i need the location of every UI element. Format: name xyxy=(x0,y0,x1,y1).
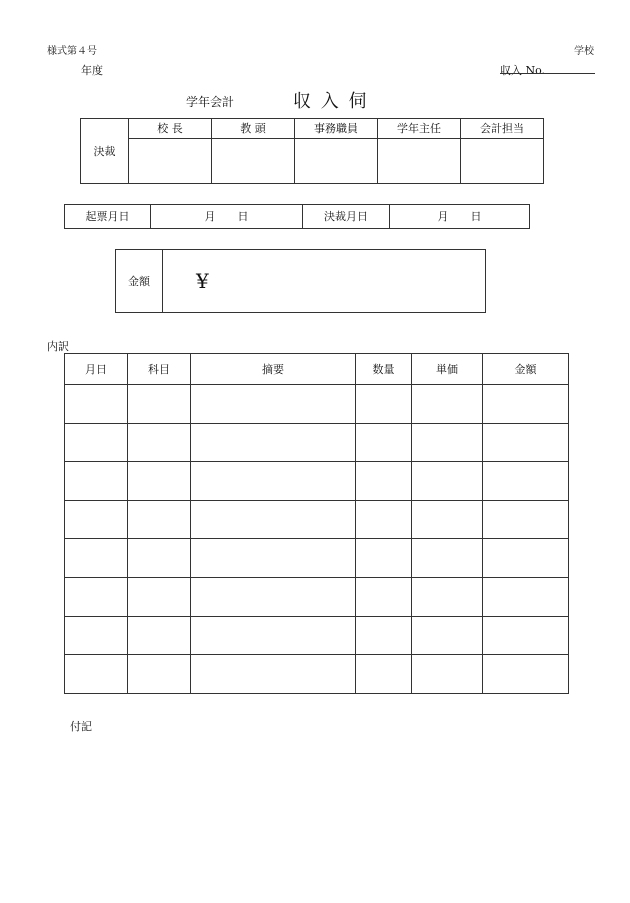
breakdown-cell-unit-price[interactable] xyxy=(412,385,483,424)
approval-header-principal: 校 長 xyxy=(129,119,212,139)
breakdown-cell-amount[interactable] xyxy=(483,616,569,655)
approval-table xyxy=(80,118,544,184)
approval-stamp-vice-principal[interactable] xyxy=(212,139,295,184)
decision-date-field[interactable]: 月 日 xyxy=(390,205,530,229)
breakdown-cell-date[interactable] xyxy=(65,655,128,694)
amount-label: 金額 xyxy=(116,250,163,313)
table-row xyxy=(65,500,569,539)
breakdown-cell-amount[interactable] xyxy=(483,500,569,539)
breakdown-cell-description[interactable] xyxy=(191,539,356,578)
approval-stamp-accountant[interactable] xyxy=(461,139,544,184)
receipt-number-label: 収入 No. xyxy=(500,64,546,77)
school-label: 学校 xyxy=(574,46,594,57)
breakdown-cell-description[interactable] xyxy=(191,500,356,539)
breakdown-cell-date[interactable] xyxy=(65,539,128,578)
breakdown-cell-unit-price[interactable] xyxy=(412,423,483,462)
breakdown-cell-unit-price[interactable] xyxy=(412,462,483,501)
issue-date-label: 起票月日 xyxy=(65,205,151,229)
breakdown-cell-description[interactable] xyxy=(191,616,356,655)
table-row xyxy=(65,462,569,501)
breakdown-cell-quantity[interactable] xyxy=(356,385,412,424)
breakdown-header-amount: 金額 xyxy=(483,354,569,385)
dates-table xyxy=(64,204,530,229)
breakdown-cell-quantity[interactable] xyxy=(356,655,412,694)
approval-row-label: 決裁 xyxy=(81,119,129,184)
breakdown-cell-amount[interactable] xyxy=(483,462,569,501)
breakdown-cell-unit-price[interactable] xyxy=(412,655,483,694)
breakdown-header-unit-price: 単価 xyxy=(412,354,483,385)
breakdown-cell-subject[interactable] xyxy=(128,616,191,655)
breakdown-cell-quantity[interactable] xyxy=(356,500,412,539)
issue-date-field[interactable]: 月 日 xyxy=(151,205,303,229)
breakdown-cell-unit-price[interactable] xyxy=(412,500,483,539)
breakdown-cell-amount[interactable] xyxy=(483,385,569,424)
breakdown-cell-quantity[interactable] xyxy=(356,577,412,616)
breakdown-cell-description[interactable] xyxy=(191,385,356,424)
breakdown-cell-description[interactable] xyxy=(191,577,356,616)
year-label: 年度 xyxy=(81,64,103,77)
breakdown-cell-subject[interactable] xyxy=(128,385,191,424)
breakdown-body xyxy=(65,385,569,694)
page-title-prefix: 学年会計 xyxy=(186,95,235,109)
breakdown-cell-date[interactable] xyxy=(65,577,128,616)
breakdown-cell-date[interactable] xyxy=(65,500,128,539)
breakdown-cell-subject[interactable] xyxy=(128,462,191,501)
breakdown-header-subject: 科目 xyxy=(128,354,191,385)
breakdown-cell-subject[interactable] xyxy=(128,577,191,616)
breakdown-cell-quantity[interactable] xyxy=(356,462,412,501)
amount-table xyxy=(115,249,486,313)
breakdown-cell-amount[interactable] xyxy=(483,577,569,616)
breakdown-cell-subject[interactable] xyxy=(128,500,191,539)
breakdown-cell-description[interactable] xyxy=(191,462,356,501)
receipt-number-underline xyxy=(500,73,595,74)
breakdown-cell-subject[interactable] xyxy=(128,539,191,578)
breakdown-cell-amount[interactable] xyxy=(483,655,569,694)
breakdown-cell-date[interactable] xyxy=(65,462,128,501)
approval-stamp-office-staff[interactable] xyxy=(295,139,378,184)
form-number: 様式第４号 xyxy=(47,46,97,57)
breakdown-header-quantity: 数量 xyxy=(356,354,412,385)
approval-stamp-principal[interactable] xyxy=(129,139,212,184)
approval-header-accountant: 会計担当 xyxy=(461,119,544,139)
receipt-number xyxy=(500,62,545,78)
table-row xyxy=(65,539,569,578)
breakdown-header-description: 摘要 xyxy=(191,354,356,385)
breakdown-cell-description[interactable] xyxy=(191,655,356,694)
breakdown-cell-subject[interactable] xyxy=(128,655,191,694)
approval-header-grade-head: 学年主任 xyxy=(378,119,461,139)
breakdown-cell-subject[interactable] xyxy=(128,423,191,462)
notes-label: 付記 xyxy=(70,720,92,733)
approval-stamp-grade-head[interactable] xyxy=(378,139,461,184)
breakdown-cell-date[interactable] xyxy=(65,385,128,424)
breakdown-cell-unit-price[interactable] xyxy=(412,539,483,578)
breakdown-cell-unit-price[interactable] xyxy=(412,616,483,655)
table-row xyxy=(65,577,569,616)
breakdown-table xyxy=(64,353,569,694)
breakdown-cell-quantity[interactable] xyxy=(356,423,412,462)
page-title: 収 入 伺 xyxy=(293,91,369,112)
breakdown-cell-quantity[interactable] xyxy=(356,539,412,578)
yen-sign: ¥ xyxy=(196,269,209,293)
breakdown-cell-unit-price[interactable] xyxy=(412,577,483,616)
table-row xyxy=(65,385,569,424)
breakdown-header-date: 月日 xyxy=(65,354,128,385)
table-row xyxy=(65,616,569,655)
breakdown-cell-amount[interactable] xyxy=(483,423,569,462)
breakdown-cell-quantity[interactable] xyxy=(356,616,412,655)
breakdown-cell-description[interactable] xyxy=(191,423,356,462)
table-row xyxy=(65,423,569,462)
breakdown-cell-amount[interactable] xyxy=(483,539,569,578)
approval-header-office-staff: 事務職員 xyxy=(295,119,378,139)
decision-date-label: 決裁月日 xyxy=(303,205,390,229)
breakdown-cell-date[interactable] xyxy=(65,616,128,655)
breakdown-cell-date[interactable] xyxy=(65,423,128,462)
amount-field[interactable] xyxy=(163,250,486,313)
approval-header-vice-principal: 教 頭 xyxy=(212,119,295,139)
table-row xyxy=(65,655,569,694)
breakdown-label: 内訳 xyxy=(47,340,69,353)
